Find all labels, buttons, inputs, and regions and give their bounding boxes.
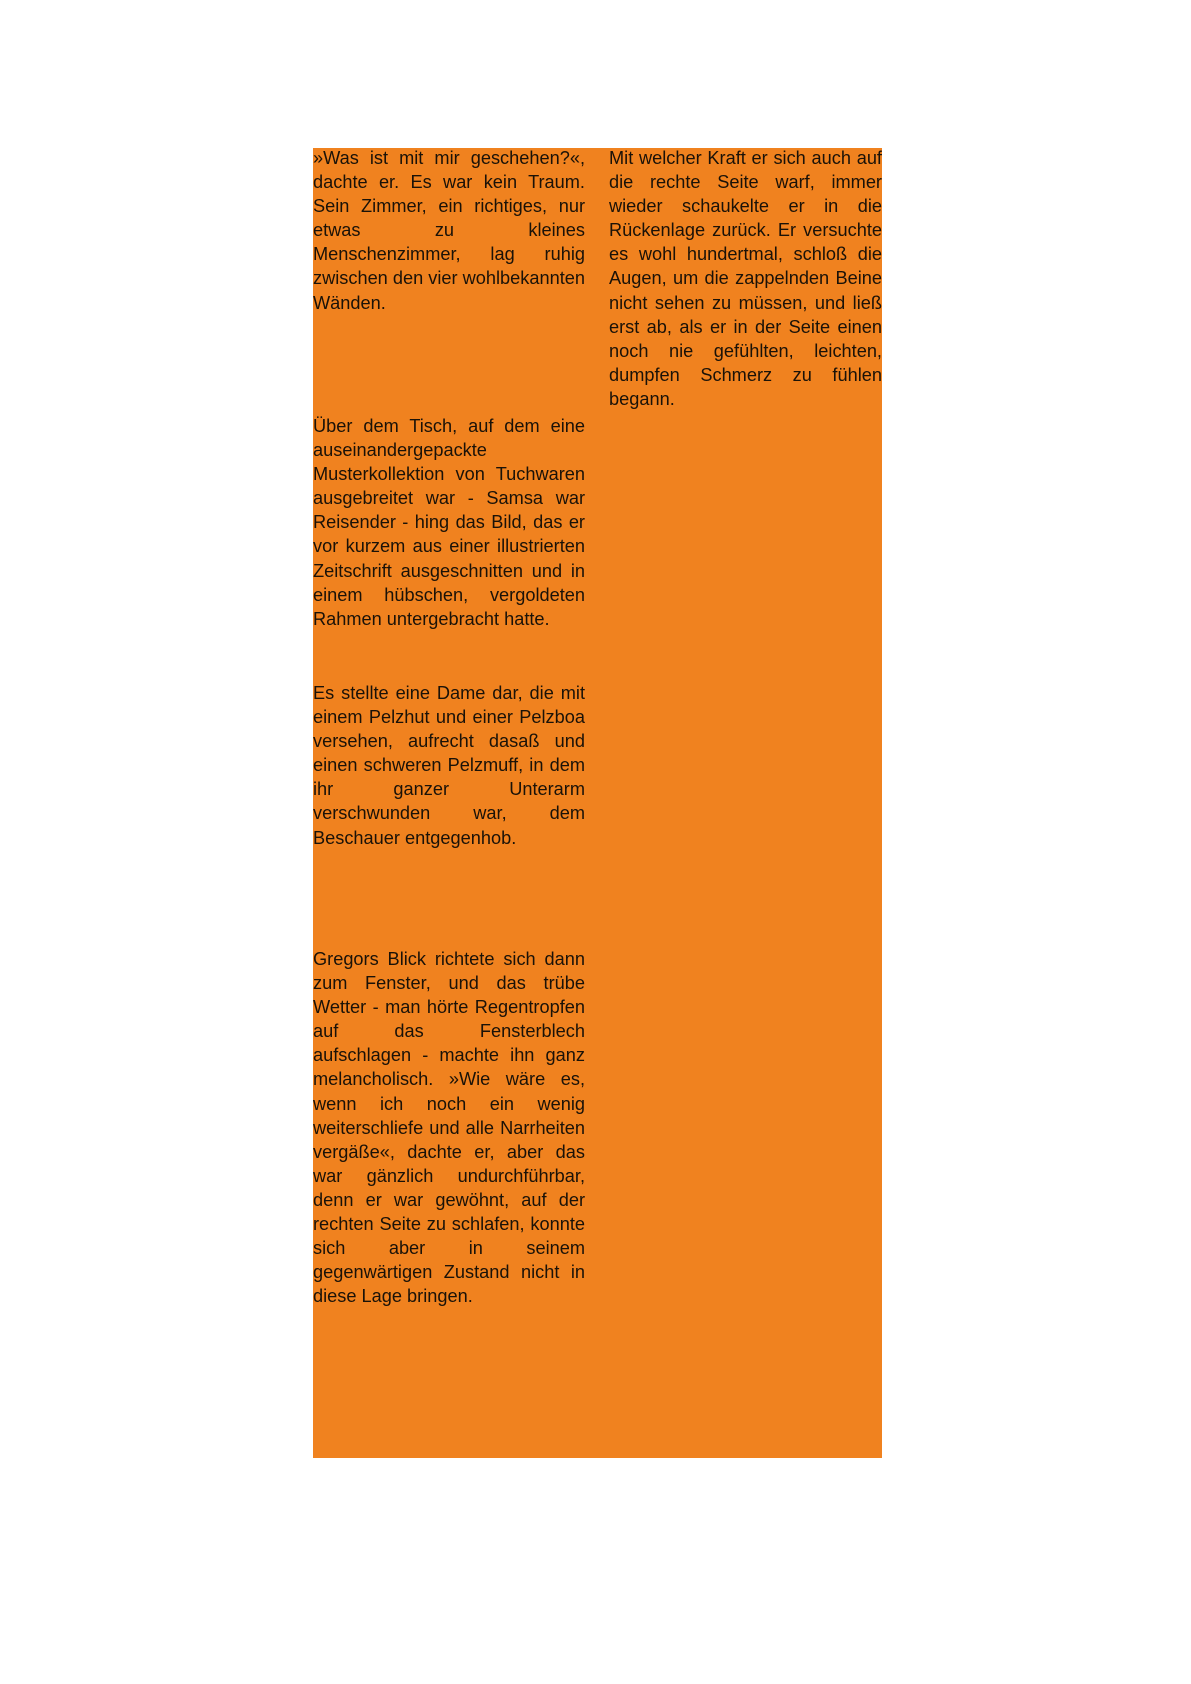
paragraph-text: »Was ist mit mir geschehen?«, dachte er. Es war kein Traum. Sein Zimmer, ein richtiges, nur etwas zu kleines Menschenzimmer, lag ruhig zwischen den vier wohlbekannten Wänden. bbox=[313, 148, 585, 313]
left-column-paragraph-2 bbox=[313, 414, 585, 631]
paragraph-text: Über dem Tisch, auf dem eine auseinandergepackte Musterkollektion von Tuchwaren ausgebreitet war - Samsa war Reisender - hing das Bild, das er vor kurzem aus einer illustrierten Zeitschrift ausgeschnitten und in einem hübschen, vergoldeten Rahmen untergebracht hatte. bbox=[313, 416, 585, 629]
paragraph-text: Es stellte eine Dame dar, die mit einem Pelzhut und einer Pelzboa versehen, aufrecht dasaß und einen schweren Pelzmuff, in dem ihr ganzer Unterarm verschwunden war, dem Beschauer entgegenhob. bbox=[313, 683, 585, 848]
left-column-paragraph-3 bbox=[313, 681, 585, 850]
left-column-paragraph-1 bbox=[313, 146, 585, 315]
paragraph-text: Gregors Blick richtete sich dann zum Fenster, und das trübe Wetter - man hörte Regentropfen auf das Fensterblech aufschlagen - machte ihn ganz melancholisch. »Wie wäre es, wenn ich noch ein wenig weiterschliefe und alle Narrheiten vergäße«, dachte er, aber das war gänzlich undurchführbar, denn er war gewöhnt, auf der rechten Seite zu schlafen, konnte sich aber in seinem gegenwärtigen Zustand nicht in diese Lage bringen. bbox=[313, 949, 585, 1307]
right-column-paragraph-1 bbox=[609, 146, 882, 411]
paragraph-text: Mit welcher Kraft er sich auch auf die rechte Seite warf, immer wieder schaukelte er in die Rückenlage zurück. Er versuchte es wohl hundertmal, schloß die Augen, um die zappelnden Beine nicht sehen zu müssen, und ließ erst ab, als er in der Seite einen noch nie gefühlten, leichten, dumpfen Schmerz zu fühlen begann. bbox=[609, 148, 882, 409]
left-column-paragraph-4 bbox=[313, 947, 585, 1308]
